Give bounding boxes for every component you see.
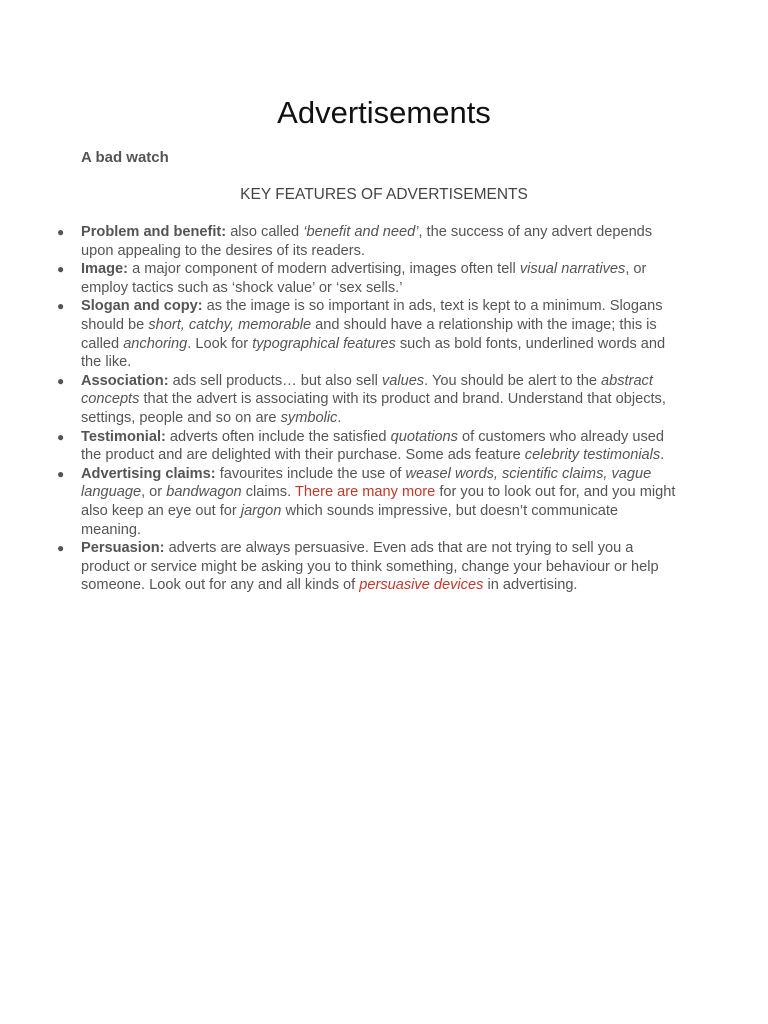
emphasis-text: quotations bbox=[390, 428, 458, 445]
list-item bbox=[57, 260, 677, 297]
body-text: claims. bbox=[241, 484, 295, 501]
emphasis-text: abstract concepts bbox=[81, 372, 653, 408]
body-text: ads sell products… but also sell bbox=[168, 372, 382, 389]
body-text: . bbox=[337, 409, 342, 426]
body-text: which sounds impressive, but doesn’t communicate meaning. bbox=[81, 502, 619, 538]
bullet-dot-icon: ● bbox=[57, 466, 65, 481]
feature-term: Association: bbox=[81, 372, 169, 389]
body-text: , or employ tactics such as ‘shock value’ or ‘sex sells.’ bbox=[81, 261, 647, 296]
list-item bbox=[57, 297, 677, 371]
section-heading: KEY FEATURES OF ADVERTISEMENTS bbox=[240, 186, 528, 203]
emphasis-text: jargon bbox=[240, 502, 282, 519]
feature-term: Problem and benefit: bbox=[81, 224, 227, 240]
emphasis-text: weasel words, scientific claims, vague language bbox=[81, 465, 652, 501]
body-text: . bbox=[660, 447, 665, 464]
body-text: adverts often include the satisfied bbox=[165, 428, 391, 445]
body-text: , or bbox=[141, 484, 167, 501]
list-item bbox=[57, 428, 677, 465]
bullet-dot-icon: ● bbox=[57, 373, 65, 388]
body-text: . Look for bbox=[187, 335, 253, 352]
feature-text bbox=[81, 373, 666, 426]
body-text: and should have a relationship with the image; this is called bbox=[81, 316, 657, 352]
list-item bbox=[57, 372, 677, 428]
feature-term: Advertising claims: bbox=[81, 465, 216, 482]
body-text: . You should be alert to the bbox=[424, 372, 601, 389]
list-item bbox=[57, 223, 677, 260]
page-title: Advertisements bbox=[277, 95, 491, 130]
feature-term: Testimonial: bbox=[81, 428, 166, 445]
body-text: such as bold fonts, underlined words and the like. bbox=[81, 335, 666, 371]
bullet-dot-icon: ● bbox=[57, 541, 65, 556]
bullet-dot-icon: ● bbox=[57, 225, 65, 239]
body-text: in advertising. bbox=[483, 577, 578, 594]
bullet-dot-icon: ● bbox=[57, 299, 65, 314]
emphasis-text: typographical features bbox=[252, 335, 396, 352]
body-text: a major component of modern advertising, images often tell bbox=[128, 261, 520, 278]
emphasis-text: symbolic bbox=[280, 409, 338, 426]
feature-term: Image: bbox=[81, 261, 129, 278]
body-text: , the success of any advert depends upon appealing to the desires of its readers. bbox=[81, 224, 653, 259]
feature-text bbox=[81, 540, 659, 593]
inline-link[interactable]: There are many more bbox=[294, 484, 436, 501]
body-text: as the image is so important in ads, text is kept to a minimum. Slogans should be bbox=[81, 298, 663, 333]
body-text: of customers who already used the product and are delighted with their purchase. Some ads feature bbox=[81, 428, 664, 464]
inline-link[interactable]: persuasive devices bbox=[359, 577, 484, 594]
emphasis-text: bandwagon bbox=[166, 484, 242, 501]
body-text: adverts are always persuasive. Even ads that are not trying to sell you a product or service might be asking you to think something, change your behaviour or help someone. Look out for any and all kinds of bbox=[81, 540, 659, 594]
feature-text bbox=[81, 261, 646, 296]
feature-text bbox=[81, 429, 664, 464]
feature-term: Slogan and copy: bbox=[81, 298, 203, 315]
body-text: that the advert is associating with its product and brand. Understand that objects, settings, people and so on are bbox=[81, 391, 666, 426]
list-item bbox=[57, 539, 677, 595]
feature-term: Persuasion: bbox=[81, 540, 165, 557]
list-item bbox=[57, 465, 677, 539]
emphasis-text: ‘benefit and need’ bbox=[303, 224, 419, 240]
body-text: also called bbox=[226, 224, 304, 240]
emphasis-text: short, catchy, memorable bbox=[148, 316, 312, 333]
emphasis-text: values bbox=[381, 372, 425, 389]
emphasis-text: anchoring bbox=[123, 335, 188, 352]
body-text: favourites include the use of bbox=[215, 465, 406, 482]
bullet-dot-icon: ● bbox=[57, 262, 65, 277]
subtitle: A bad watch bbox=[81, 149, 169, 166]
emphasis-text: visual narratives bbox=[519, 261, 626, 278]
body-text: for you to look out for, and you might also keep an eye out for bbox=[81, 484, 676, 519]
bullet-dot-icon: ● bbox=[57, 429, 65, 444]
features-list bbox=[57, 223, 677, 595]
emphasis-text: celebrity testimonials bbox=[524, 447, 661, 464]
